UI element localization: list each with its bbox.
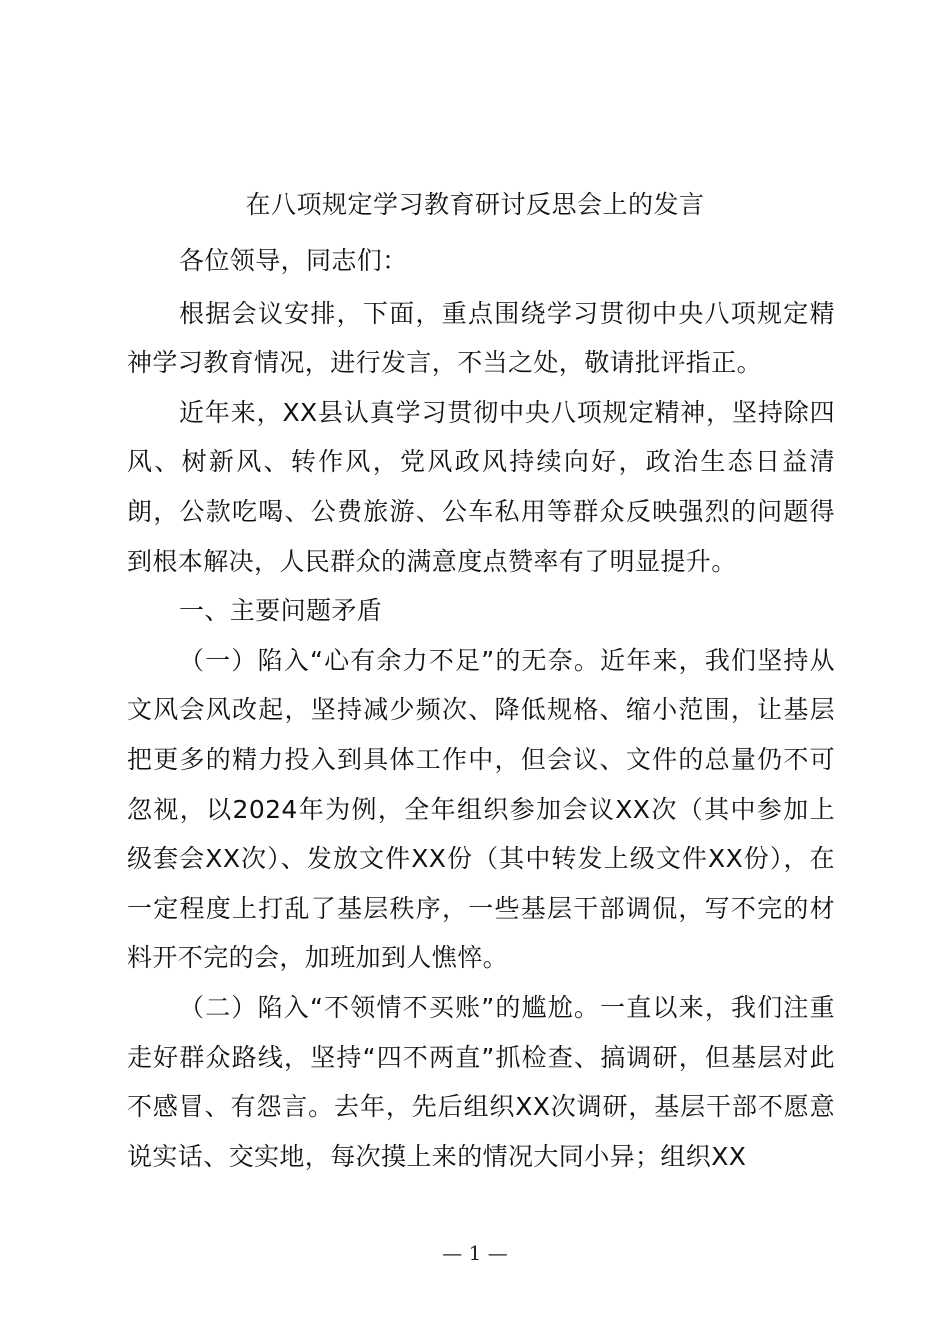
page-number: — 1 — xyxy=(442,1241,508,1265)
document-body xyxy=(127,236,835,1181)
paragraph-problem-one: （一）陷入“心有余力不足”的无奈。近年来，我们坚持从文风会风改起，坚持减少频次、降低规格、缩小范围，让基层把更多的精力投入到具体工作中，但会议、文件的总量仍不可忽视，以2024年为例，全年组织参加会议XX次（其中参加上级套会XX次）、发放文件XX份（其中转发上级文件XX份），在一定程度上打乱了基层秩序，一些基层干部调侃，写不完的材料开不完的会，加班加到人憔悴。 xyxy=(127,645,835,973)
paragraph-intro: 根据会议安排，下面，重点围绕学习贯彻中央八项规定精神学习教育情况，进行发言，不当之处，敬请批评指正。 xyxy=(127,298,835,378)
paragraph-background: 近年来，XX县认真学习贯彻中央八项规定精神，坚持除四风、树新风、转作风，党风政风持续向好，政治生态日益清朗，公款吃喝、公费旅游、公车私用等群众反映强烈的问题得到根本解决，人民群众的满意度点赞率有了明显提升。 xyxy=(127,397,835,576)
salutation: 各位领导，同志们： xyxy=(179,246,408,275)
section-heading-main-problems: 一、主要问题矛盾 xyxy=(179,596,383,626)
paragraph-problem-two: （二）陷入“不领情不买账”的尴尬。一直以来，我们注重走好群众路线，坚持“四不两直”抓检查、搞调研，但基层对此不感冒、有怨言。去年，先后组织XX次调研，基层干部不愿意说实话、交实地，每次摸上来的情况大同小异；组织XX xyxy=(127,992,835,1171)
document-title: 在八项规定学习教育研讨反思会上的发言 xyxy=(245,190,705,219)
